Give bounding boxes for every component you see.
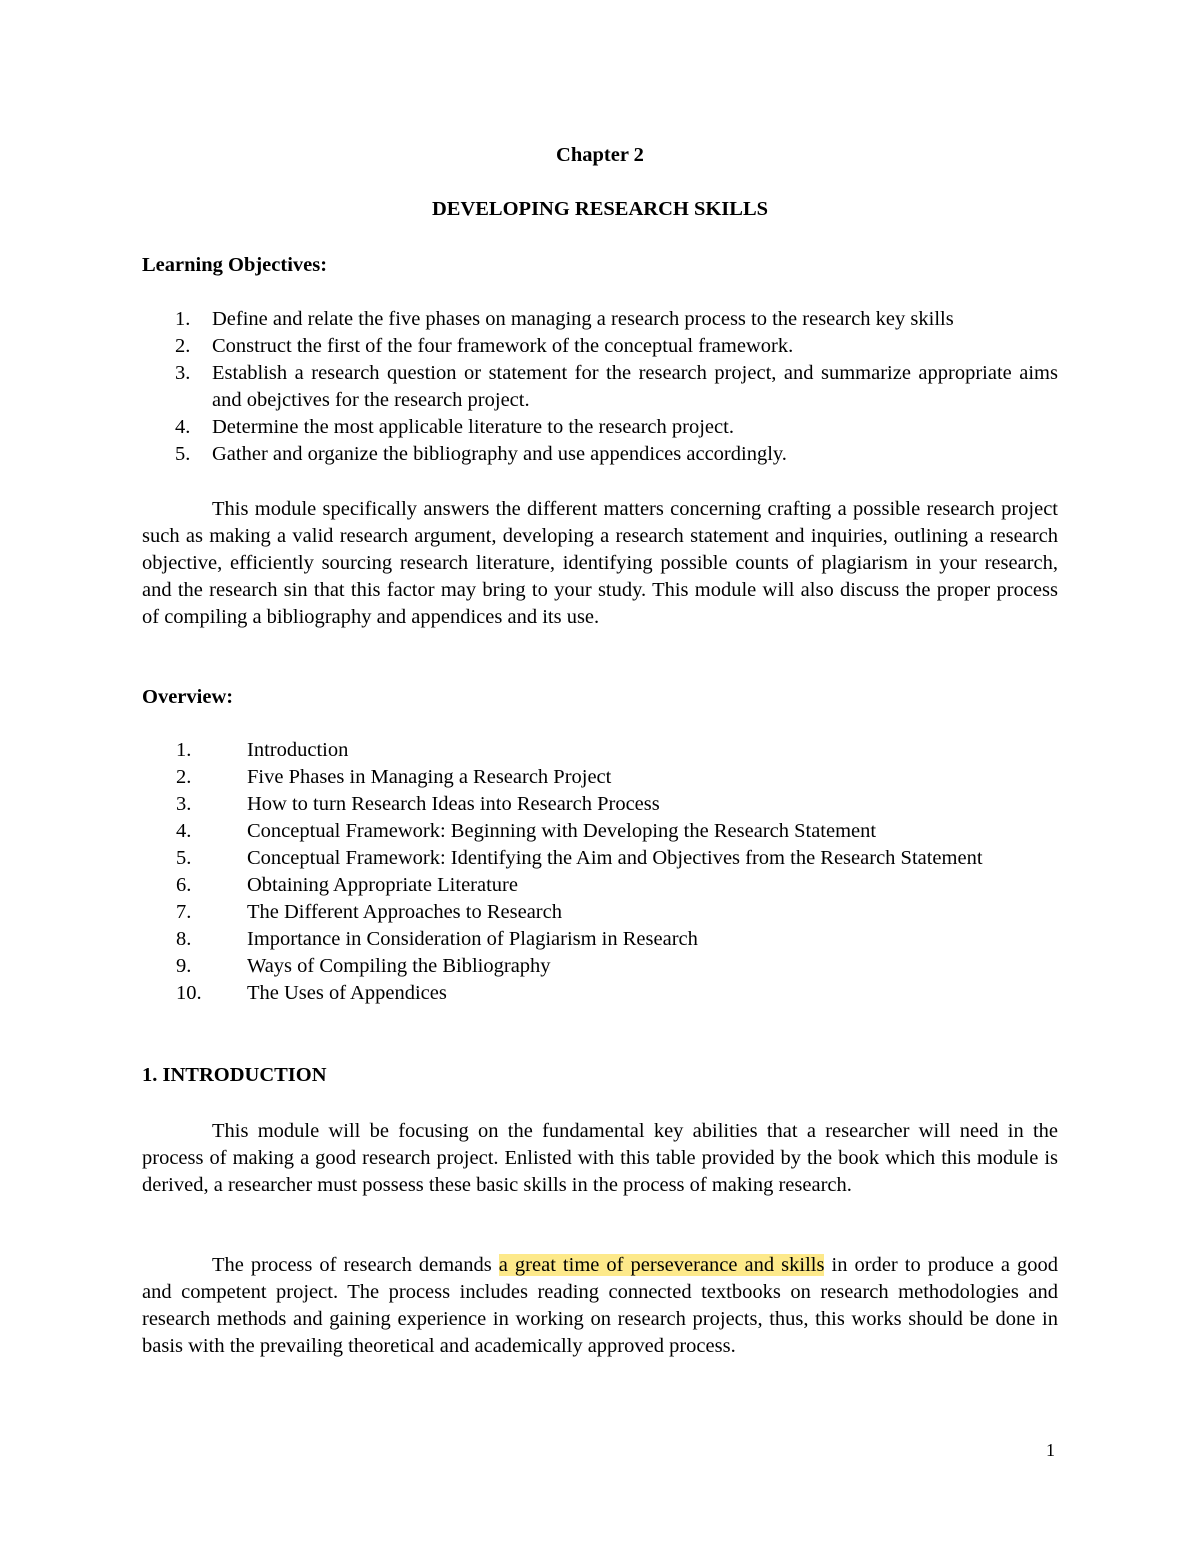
list-item-text: Obtaining Appropriate Literature xyxy=(247,874,518,896)
list-item-text: Define and relate the five phases on managing a research process to the research key skills xyxy=(212,308,954,330)
list-item-number: 10. xyxy=(176,982,202,1004)
list-item-text: How to turn Research Ideas into Research Process xyxy=(247,793,660,815)
learning-objectives-heading: Learning Objectives: xyxy=(142,254,328,276)
list-item-number: 7. xyxy=(176,901,192,923)
list-item-text: Determine the most applicable literature to the research project. xyxy=(212,416,734,438)
learning-objectives-list xyxy=(142,306,1058,468)
list-item-number: 4. xyxy=(175,416,191,438)
overview-list xyxy=(142,737,1058,1007)
overview-heading: Overview: xyxy=(142,686,234,708)
list-item xyxy=(142,845,1058,872)
list-item xyxy=(142,953,1058,980)
chapter-label: Chapter 2 xyxy=(556,144,644,166)
document-page xyxy=(142,0,1058,1553)
list-item xyxy=(142,899,1058,926)
list-item-text: The Different Approaches to Research xyxy=(247,901,562,923)
intro-paragraph-highlighted xyxy=(142,1252,1058,1360)
list-item-text: Conceptual Framework: Beginning with Developing the Research Statement xyxy=(247,820,877,842)
list-item-text: Construct the first of the four framework of the conceptual framework. xyxy=(212,335,794,357)
list-item-text: Five Phases in Managing a Research Project xyxy=(247,766,612,788)
list-item xyxy=(142,414,1058,441)
list-item-number: 9. xyxy=(176,955,192,977)
module-description-paragraph: This module specifically answers the different matters concerning crafting a possible research project such as making a valid research argument, developing a research statement and inquiries, outlining a research objective, efficiently sourcing research literature, identifying possible counts of plagiarism in your research, and the research sin that this factor may bring to your study. This module will also discuss the proper process of compiling a bibliography and appendices and its use. xyxy=(142,498,1058,628)
list-item-number: 2. xyxy=(176,766,192,788)
list-item xyxy=(142,737,1058,764)
list-item xyxy=(142,980,1058,1007)
list-item-text: Gather and organize the bibliography and use appendices accordingly. xyxy=(212,443,787,465)
list-item xyxy=(142,764,1058,791)
list-item-number: 3. xyxy=(175,362,191,384)
list-item-text: Conceptual Framework: Identifying the Aim and Objectives from the Research Statement xyxy=(247,847,983,869)
list-item-text: The Uses of Appendices xyxy=(247,982,447,1004)
list-item-number: 3. xyxy=(176,793,192,815)
paragraph-text-before: The process of research demands xyxy=(212,1254,499,1276)
intro-paragraph: This module will be focusing on the fundamental key abilities that a researcher will need in the process of making a good research project. Enlisted with this table provided by the book which this module is derived, a researcher must possess these basic skills in the process of making research. xyxy=(142,1120,1058,1196)
paragraph-text-after: in order to produce a good and competent project. The process includes reading connected textbooks on research methodologies and research methods and gaining experience in working on research projects, thus, this works should be done in basis with the prevailing theoretical and academically approved process. xyxy=(142,1254,1058,1357)
list-item xyxy=(142,441,1058,468)
list-item xyxy=(142,791,1058,818)
list-item xyxy=(142,306,1058,333)
list-item-number: 4. xyxy=(176,820,192,842)
list-item-text: Ways of Compiling the Bibliography xyxy=(247,955,551,977)
list-item xyxy=(142,360,1058,414)
list-item-number: 5. xyxy=(176,847,192,869)
list-item-number: 1. xyxy=(176,739,192,761)
chapter-title: DEVELOPING RESEARCH SKILLS xyxy=(431,198,769,220)
list-item-text: Importance in Consideration of Plagiarism in Research xyxy=(247,928,698,950)
list-item-text: Introduction xyxy=(247,739,349,761)
list-item-text: Establish a research question or statement for the research project, and summarize appropriate aims and obejctives for the research project. xyxy=(212,362,1058,411)
list-item xyxy=(142,818,1058,845)
list-item-number: 5. xyxy=(175,443,191,465)
introduction-heading: 1. INTRODUCTION xyxy=(142,1064,327,1086)
list-item xyxy=(142,926,1058,953)
list-item-number: 6. xyxy=(176,874,192,896)
highlighted-text: a great time of perseverance and skills xyxy=(498,1254,825,1276)
list-item xyxy=(142,872,1058,899)
list-item xyxy=(142,333,1058,360)
list-item-number: 1. xyxy=(175,308,191,330)
page-number: 1 xyxy=(1046,1440,1055,1460)
list-item-number: 2. xyxy=(175,335,191,357)
list-item-number: 8. xyxy=(176,928,192,950)
